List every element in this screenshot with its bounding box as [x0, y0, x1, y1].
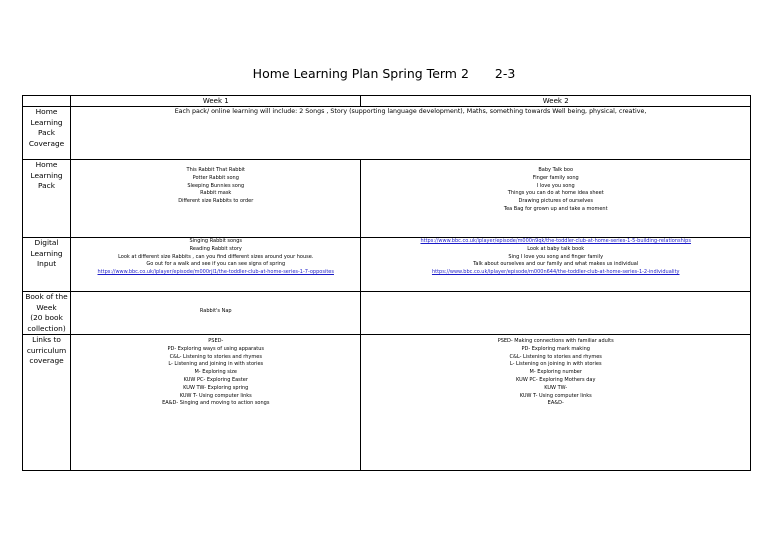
list-item: I love you song [536, 182, 575, 189]
list-item: Sing I love you song and finger family [508, 253, 604, 260]
links-week1 [71, 335, 361, 471]
list-item: C&L- Listening to stories and rhymes [169, 353, 262, 360]
book-week1 [71, 292, 361, 335]
list-item: M- Exploring size [194, 369, 238, 376]
list-item: Rabbit mask [200, 190, 232, 197]
digital-week1 [71, 238, 361, 292]
list-item: Potter Rabbit song [192, 174, 239, 181]
pack-week2 [361, 160, 751, 238]
digital-row-label: Digital Learning Input [23, 238, 71, 292]
pack-row-label: Home Learning Pack [23, 160, 71, 238]
corner-cell [23, 96, 71, 107]
pack-row [23, 160, 751, 238]
book-row-label: Book of the Week (20 book collection) [23, 292, 71, 335]
pack-week1 [71, 160, 361, 238]
list-item: PSED- Making connections with familiar adults [497, 338, 614, 344]
list-item: Baby Talk boo [538, 167, 574, 173]
list-item: KUW T- Using computer links [519, 392, 592, 399]
title-code: 2-3 [494, 66, 516, 81]
list-item: Look at different size Rabbits , can you find different sizes around your house. [118, 253, 314, 260]
links-week2 [361, 335, 751, 471]
week2-video-link[interactable]: https://www.bbc.co.uk/iplayer/episode/m000n9qk/the-toddler-club-at-home-series-1-5-building-relationships [420, 238, 691, 244]
list-item: EA&D- [547, 400, 564, 407]
list-item: Reading Rabbit story [189, 245, 242, 252]
list-item: Go out for a walk and see if you can see signs of spring [146, 261, 286, 268]
title-text: Home Learning Plan Spring Term 2 [252, 66, 469, 81]
book-title: Rabbit's Nap [199, 308, 232, 314]
list-item: KUW TW- [544, 384, 568, 391]
list-item: Drawing pictures of ourselves [518, 198, 593, 205]
list-item: KUW TW- Exploring spring [183, 384, 249, 391]
book-row [23, 292, 751, 335]
coverage-text: Each pack/ online learning will include: 2 Songs , Story (supporting language development), Maths, something towards Well being, physical, creative, [71, 107, 751, 160]
week2-header: Week 2 [361, 96, 751, 107]
coverage-row [23, 107, 751, 160]
list-item: L- Listening and joining in with stories [168, 361, 264, 368]
list-item: This Rabbit That Rabbit [186, 167, 245, 173]
list-item: Sleeping Bunnies song [187, 182, 245, 189]
list-item: Talk about ourselves and our family and what makes us individual [473, 261, 639, 268]
list-item: Look at baby talk book [527, 245, 585, 252]
coverage-row-label: Home Learning Pack Coverage [23, 107, 71, 160]
list-item: Tea Bag for grown up and take a moment [503, 205, 608, 212]
page-title [0, 66, 768, 81]
list-item: L- Listening on joining in with stories [509, 361, 602, 368]
list-item: PD- Exploring ways of using apparatus [167, 345, 265, 352]
week2-video-link-2[interactable]: https://www.bbc.co.uk/iplayer/episode/m000n644/the-toddler-club-at-home-series-1-2-individuality [431, 269, 680, 276]
digital-week2 [361, 238, 751, 292]
list-item: Singing Rabbit songs [189, 238, 243, 244]
book-week2 [361, 292, 751, 335]
list-item: KUW PC- Exploring Easter [183, 376, 248, 383]
digital-row [23, 238, 751, 292]
list-item: Things you can do at home idea sheet [507, 190, 604, 197]
header-row [23, 96, 751, 107]
links-row [23, 335, 751, 471]
week1-video-link[interactable]: https://www.bbc.co.uk/iplayer/episode/m000rjl1/the-toddler-club-at-home-series-1-7-opposites [97, 269, 334, 276]
plan-table [22, 95, 751, 471]
list-item: KUW PC- Exploring Mothers day [516, 376, 596, 383]
links-row-label: Links to curriculum coverage [23, 335, 71, 471]
list-item: EA&D- Singing and moving to action songs [162, 400, 270, 407]
list-item: PSED- [208, 338, 224, 344]
week1-header: Week 1 [71, 96, 361, 107]
list-item: C&L- Listening to stories and rhymes [509, 353, 602, 360]
list-item: Finger family song [532, 174, 579, 181]
list-item: PD- Exploring mark making [521, 345, 590, 352]
list-item: KUW T- Using computer links [179, 392, 252, 399]
list-item: M- Exploring number [529, 369, 582, 376]
list-item: Different size Rabbits to order [178, 198, 254, 205]
